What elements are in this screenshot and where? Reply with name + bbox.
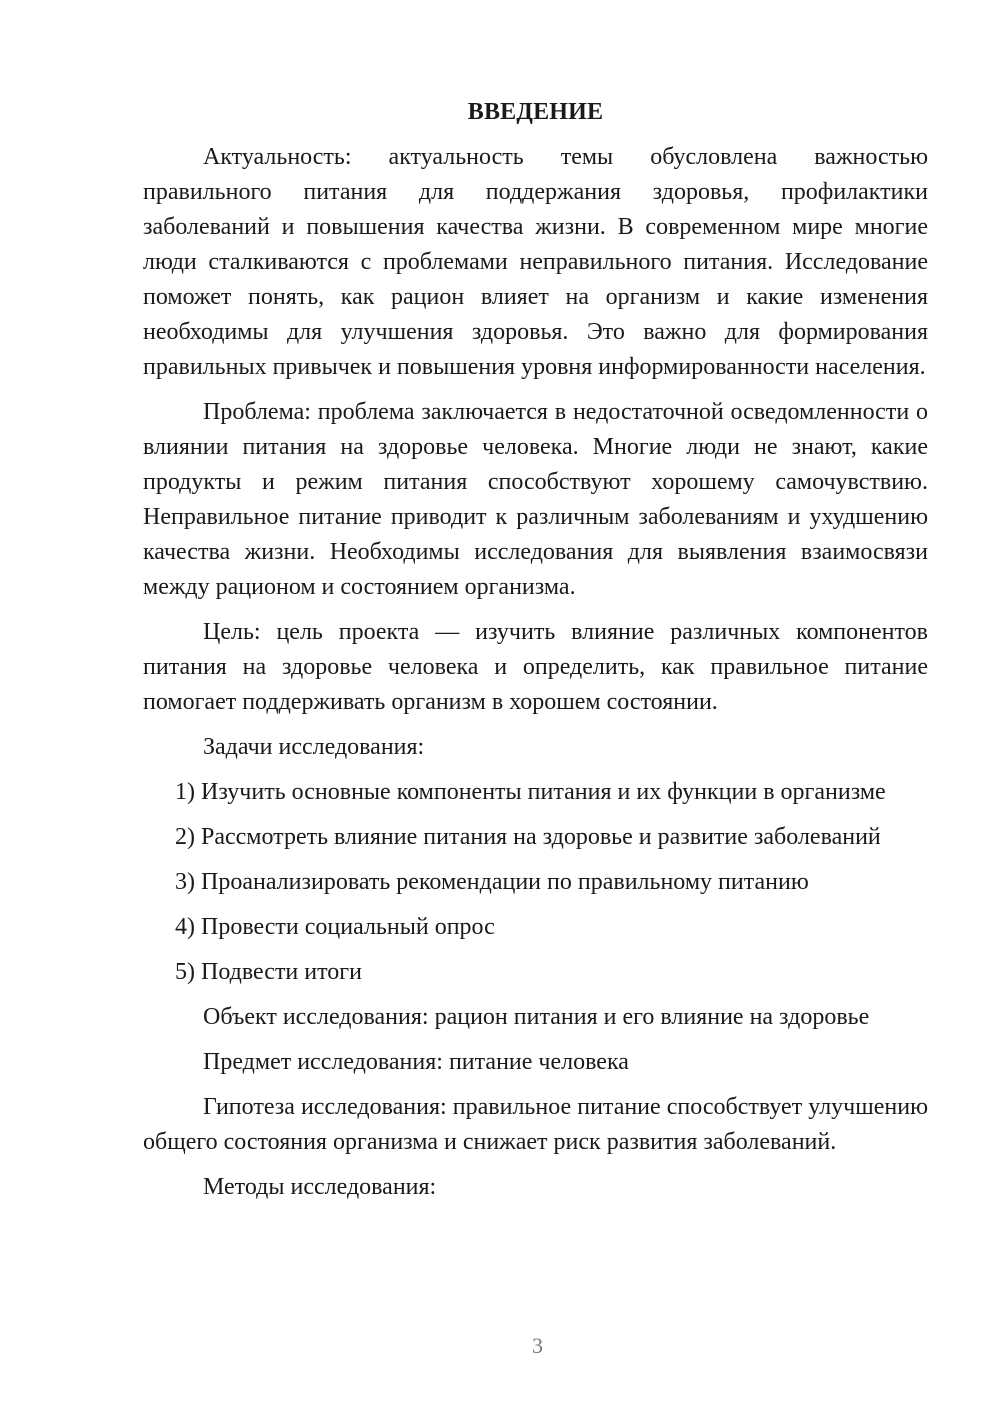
relevance-paragraph: Актуальность: актуальность темы обусловлена важностью правильного питания для поддержания здоровья, профилактики заболеваний и повышения качества жизни. В современном мире многие люди сталкиваются с проблемами неправильного питания. Исследование поможет понять, как рацион влияет на организм и какие изменения необходимы для улучшения здоровья. Это важно для формирования правильных привычек и повышения уровня информированности населения. <box>143 144 928 380</box>
page-number: 3 <box>532 1333 543 1358</box>
methods-heading: Методы исследования: <box>203 1174 437 1200</box>
task-item: 3) Проанализировать рекомендации по правильному питанию <box>175 869 809 895</box>
task-item: 4) Провести социальный опрос <box>175 914 495 940</box>
section-title: ВВЕДЕНИЕ <box>467 99 604 125</box>
hypothesis-paragraph: Гипотеза исследования: правильное питание способствует улучшению общего состояния организма и снижает риск развития заболеваний. <box>143 1094 928 1155</box>
task-item: 5) Подвести итоги <box>175 959 362 985</box>
subject-paragraph: Предмет исследования: питание человека <box>203 1049 629 1075</box>
page-content <box>143 95 928 1215</box>
task-item: 2) Рассмотреть влияние питания на здоровье и развитие заболеваний <box>175 824 881 850</box>
task-item: 1) Изучить основные компоненты питания и их функции в организме <box>175 779 886 805</box>
problem-paragraph: Проблема: проблема заключается в недостаточной осведомленности о влиянии питания на здоровье человека. Многие люди не знают, какие продукты и режим питания способствуют хорошему самочувствию. Неправильное питание приводит к различным заболеваниям и ухудшению качества жизни. Необходимы исследования для выявления взаимосвязи между рационом и состоянием организма. <box>143 399 928 600</box>
object-paragraph: Объект исследования: рацион питания и его влияние на здоровье <box>203 1004 870 1030</box>
goal-paragraph: Цель: цель проекта — изучить влияние различных компонентов питания на здоровье человека и определить, как правильное питание помогает поддерживать организм в хорошем состоянии. <box>143 619 928 715</box>
tasks-heading: Задачи исследования: <box>203 734 425 760</box>
